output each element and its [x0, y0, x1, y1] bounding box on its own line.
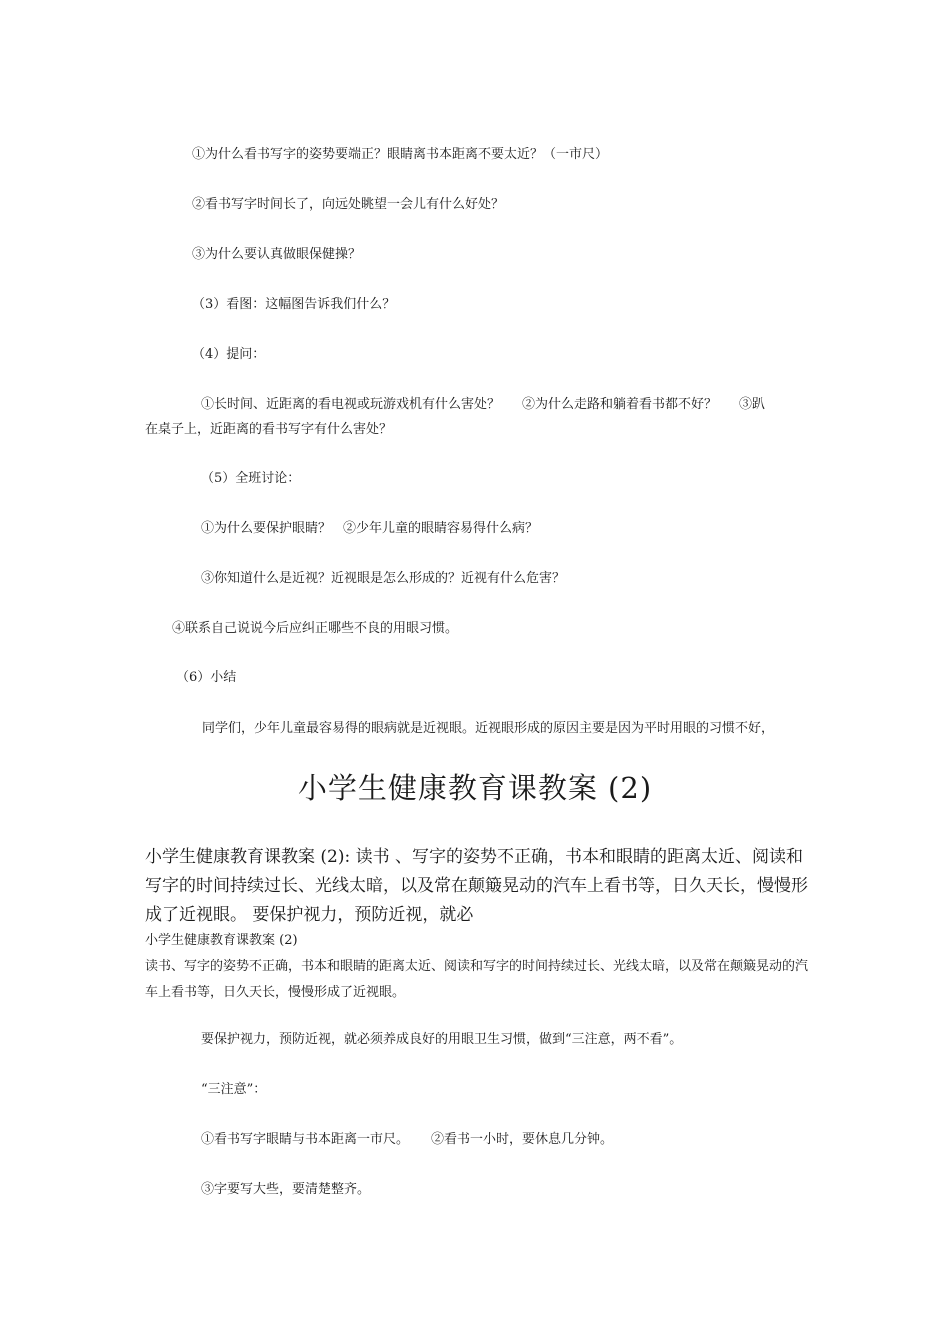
lesson-summary: 小学生健康教育课教案 (2): 读书 、写字的姿势不正确，书本和眼睛的距离太近、阅读和写字的时间持续过长、光线太暗，以及常在颠簸晃动的汽车上看书等，日久天长，慢慢形成了近视眼。 要保护视力，预防近视，就必 — [145, 847, 808, 925]
step-class-discussion: （5）全班讨论： — [201, 471, 301, 486]
attention-items-line — [201, 1127, 613, 1153]
step-ask-questions: （4）提问： — [192, 347, 266, 362]
lesson-subtitle: 小学生健康教育课教案 (2) — [145, 933, 298, 948]
attention-distance: ①看书写字眼睛与书本距离一市尺。 — [201, 1132, 410, 1147]
ask-walking-lying: ②为什么走路和躺着看书都不好？ — [522, 397, 718, 412]
discussion-line-1 — [201, 516, 538, 542]
question-look-far: ②看书写字时间长了，向远处眺望一会儿有什么好处？ — [192, 197, 505, 212]
ask-questions-line — [201, 392, 765, 418]
ask-tv: ①长时间、近距离的看电视或玩游戏机有什么害处？ — [201, 397, 501, 412]
question-eye-exercise: ③为什么要认真做眼保健操？ — [192, 247, 362, 262]
ask-lying-desk: ③趴 — [739, 397, 766, 412]
three-attentions-heading: “三注意”： — [201, 1082, 267, 1097]
discussion-child-eye-disease: ②少年儿童的眼睛容易得什么病？ — [343, 521, 539, 536]
lesson-intro: 读书、写字的姿势不正确，书本和眼睛的距离太近、阅读和写字的时间持续过长、光线太暗，以及常在颠簸晃动的汽车上看书等，日久天长，慢慢形成了近视眼。 — [145, 959, 809, 1000]
protect-vision-text: 要保护视力，预防近视，就必须养成良好的用眼卫生习惯，做到“三注意，两不看”。 — [201, 1032, 683, 1047]
step-summary: （6）小结 — [176, 670, 237, 685]
ask-questions-continued: 在桌子上，近距离的看书写字有什么害处？ — [145, 422, 393, 437]
discussion-bad-habits: ④联系自己说说今后应纠正哪些不良的用眼习惯。 — [172, 621, 459, 636]
attention-rest: ②看书一小时，要休息几分钟。 — [431, 1132, 614, 1147]
attention-handwriting: ③字要写大些，要清楚整齐。 — [201, 1182, 371, 1197]
step-look-at-picture: （3）看图：这幅图告诉我们什么？ — [192, 297, 396, 312]
discussion-protect-eyes: ①为什么要保护眼睛？ — [201, 521, 332, 536]
summary-conclusion: 同学们，少年儿童最容易得的眼病就是近视眼。近视眼形成的原因主要是因为平时用眼的习惯不好， — [202, 721, 775, 736]
discussion-myopia: ③你知道什么是近视？近视眼是怎么形成的？近视有什么危害？ — [201, 571, 566, 586]
question-posture: ①为什么看书写字的姿势要端正？眼睛离书本距离不要太近？（一市尺） — [192, 147, 609, 162]
page-title: 小学生健康教育课教案 (2) — [297, 771, 653, 805]
